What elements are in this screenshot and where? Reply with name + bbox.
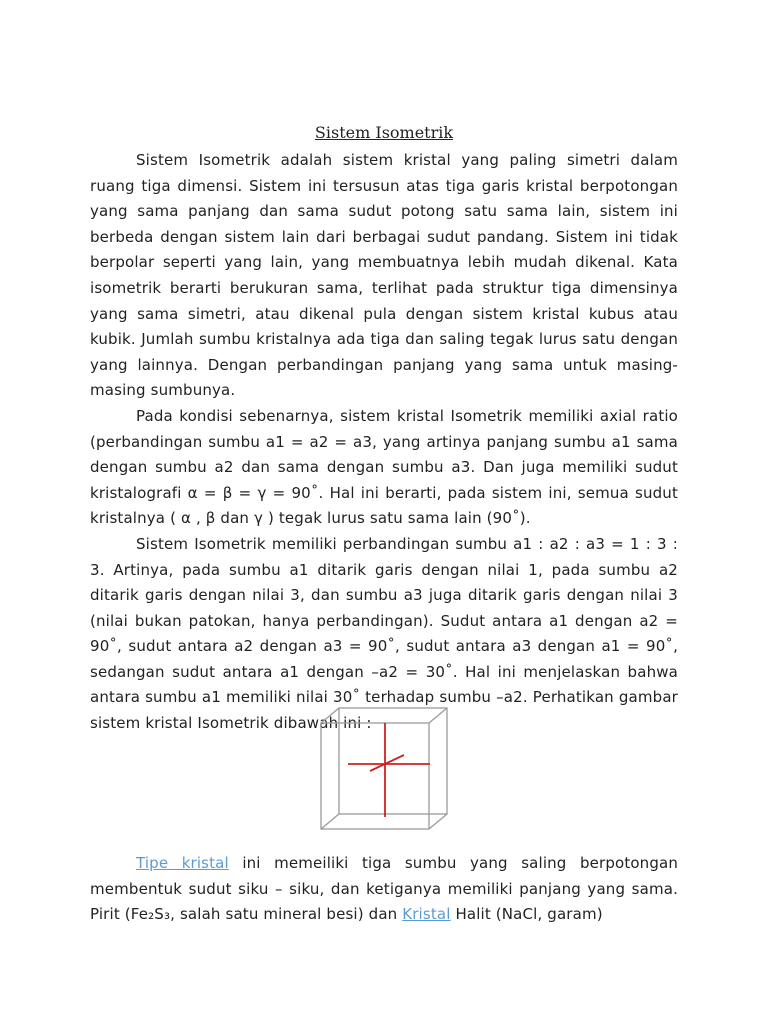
paragraph-4-text-1: ini memeiliki tiga sumbu yang saling berpotongan membentuk sudut siku – siku, dan ketiganya memiliki panjang yang sama. Pirit (Fe₂S₃, salah satu mineral besi) dan <box>90 854 679 924</box>
paragraph-1: Sistem Isometrik adalah sistem kristal yang paling simetri dalam ruang tiga dimensi. Sistem ini tersusun atas tiga garis kristal berpotongan yang sama panjang dan sama sudut potong satu sama lain, sistem ini berbeda dengan sistem lain dari berbagai sudut pandang. Sistem ini tidak berpolar seperti yang lain, yang membuatnya lebih mudah dikenal. Kata isometrik berarti berukuran sama, terlihat pada struktur tiga dimensinya yang sama simetri, atau dikenal pula dengan sistem kristal kubus atau kubik. Jumlah sumbu kristalnya ada tiga dan saling tegak lurus satu dengan yang lainnya. Dengan perbandingan panjang yang sama untuk masing-masing sumbunya. <box>90 151 678 400</box>
paragraph-4 <box>90 851 678 928</box>
paragraph-3: Sistem Isometrik memiliki perbandingan sumbu a1 : a2 : a3 = 1 : 3 : 3. Artinya, pada sumbu a1 ditarik garis dengan nilai 1, pada sumbu a2 ditarik garis dengan nilai 3, dan sumbu a3 juga ditarik garis dengan nilai 3 (nilai bukan patokan, hanya perbandingan). Sudut antara a1 dengan a2 = 90˚, sudut antara a2 dengan a3 = 90˚, sudut antara a3 dengan a1 = 90˚, sedangan sudut antara a1 dengan –a2 = 30˚. Hal ini menjelaskan bahwa antara sumbu a1 memiliki nilai 30˚ terhadap sumbu –a2. Perhatikan gambar sistem kristal Isometrik dibawah ini : <box>90 534 678 733</box>
link-kristal[interactable]: Kristal <box>402 905 451 924</box>
cube-edge <box>429 814 447 829</box>
cube-front-face <box>321 723 429 829</box>
cube-edge <box>321 814 339 829</box>
body-text-upper <box>90 148 678 737</box>
cube-diagram <box>318 705 450 833</box>
paragraph-4-text-2: Halit (NaCl, garam) <box>450 905 603 924</box>
cube-edge <box>429 708 447 723</box>
isometric-cube-figure <box>318 705 450 837</box>
cube-edge <box>321 708 339 723</box>
link-tipe-kristal[interactable]: Tipe kristal <box>136 854 229 872</box>
body-text-lower <box>90 851 678 928</box>
page-title: Sistem Isometrik <box>314 123 454 142</box>
axis-a1 <box>370 755 404 771</box>
paragraph-2: Pada kondisi sebenarnya, sistem kristal Isometrik memiliki axial ratio (perbandingan sumbu a1 = a2 = a3, yang artinya panjang sumbu a1 sama dengan sumbu a2 dan sama dengan sumbu a3. Dan juga memiliki sudut kristalografi α = β = γ = 90˚. Hal ini berarti, pada sistem ini, semua sudut kristalnya ( α , β dan γ ) tegak lurus satu sama lain (90˚). <box>90 406 678 528</box>
